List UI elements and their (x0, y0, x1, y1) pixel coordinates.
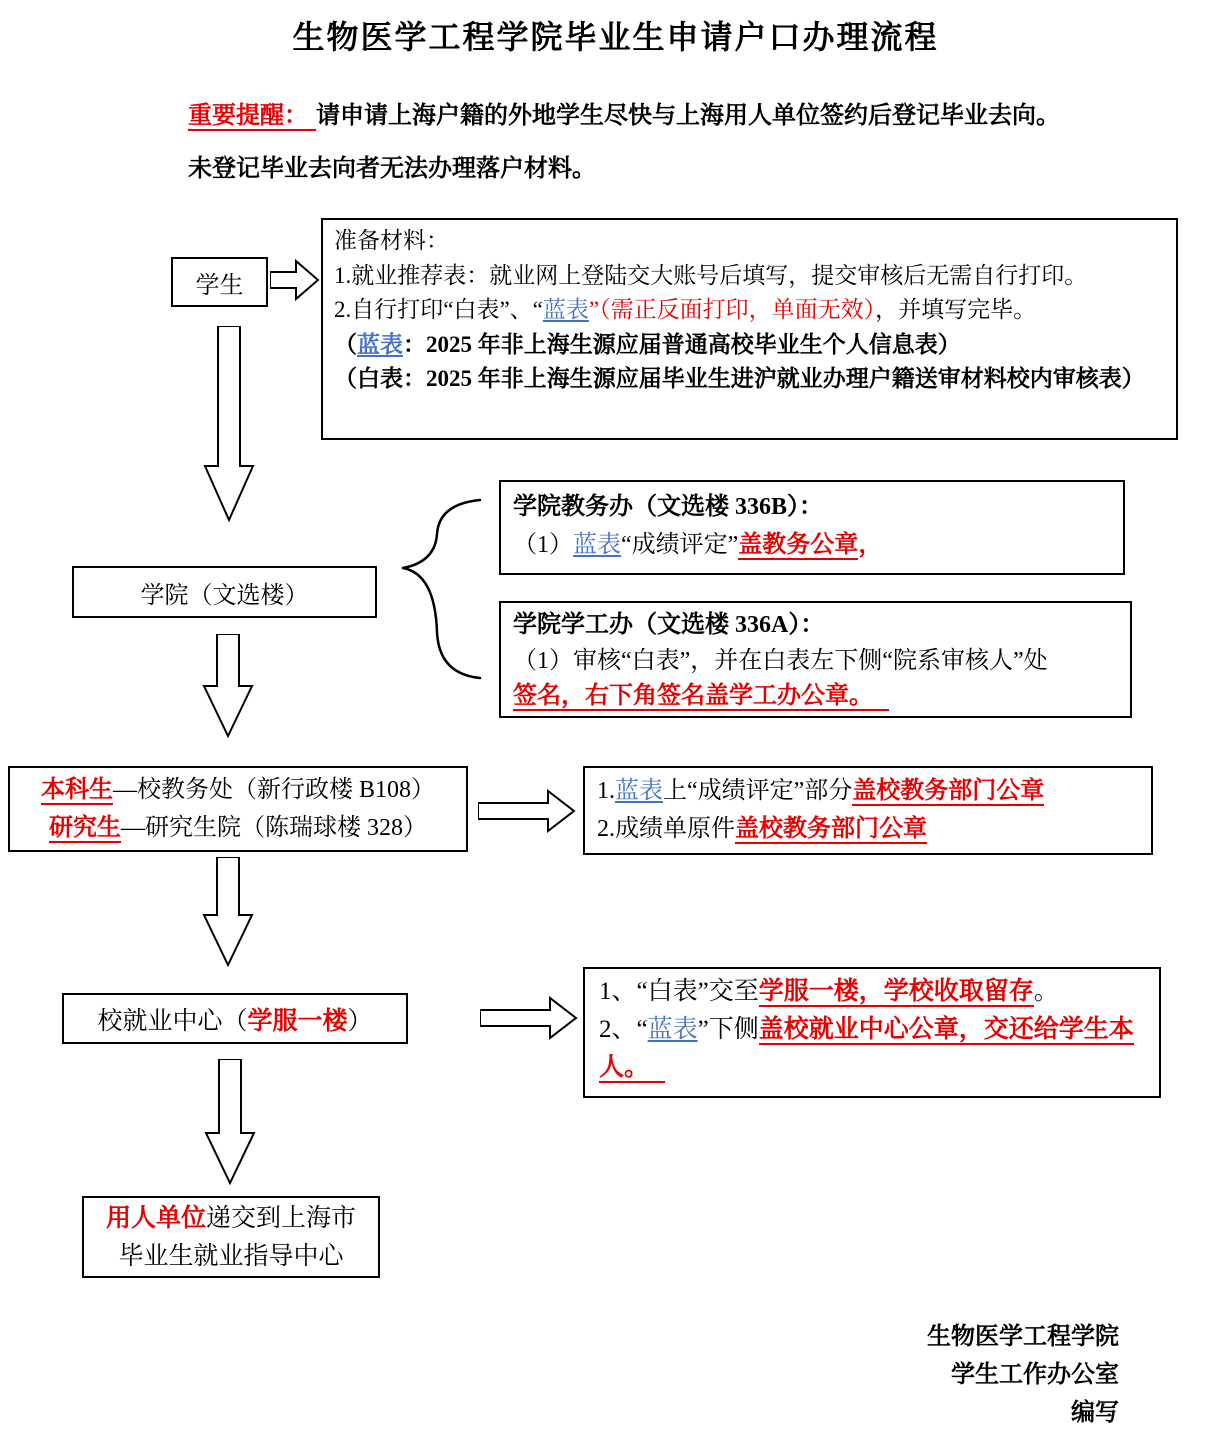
student-affairs-box (499, 601, 1132, 718)
node-student (171, 257, 268, 307)
materials-heading: 准备材料： (334, 228, 449, 253)
blue-form-link: 蓝表 (615, 778, 663, 804)
signature-line-2: 学生工作办公室 (951, 1362, 1119, 1388)
registrar-stamp-step-1: 1.蓝表上“成绩评定”部分盖校教务部门公章 (597, 778, 1045, 804)
employer-line-1: 用人单位递交到上海市 (105, 1205, 357, 1232)
signature-block (927, 1318, 1119, 1432)
career-stamp-box (583, 967, 1161, 1098)
career-stamp-step-1: 1、“白表”交至学服一楼，学校收取留存。 (599, 978, 1059, 1005)
career-center-box (62, 993, 408, 1044)
arrow-career-to-employer-icon (204, 1059, 256, 1185)
blue-form-link: 蓝表 (647, 1016, 698, 1043)
materials-item-1: 1.就业推荐表：就业网上登陆交大账号后填写，提交审核后无需自行打印。 (334, 262, 1088, 288)
white-form-definition: （白表：2025 年非上海生源应届毕业生进沪就业办理户籍送审材料校内审核表） (334, 366, 1145, 391)
arrow-student-to-materials-icon (270, 259, 320, 301)
student-affairs-step-2: 签名，右下角签名盖学工办公章。 (513, 679, 1118, 715)
arrow-registrar-to-stamps-icon (478, 789, 576, 833)
registrar-line-grad: 研究生—研究生院（陈瑞球楼 328） (49, 815, 427, 841)
signature-line-3: 编写 (1071, 1400, 1119, 1426)
academic-office-heading: 学院教务办（文选楼 336B）： (513, 494, 824, 520)
registrar-stamp-box (583, 766, 1153, 855)
important-notice (188, 90, 1082, 196)
node-student-label: 学生 (195, 272, 244, 299)
brace-connector-icon (395, 490, 495, 690)
employer-box (82, 1196, 380, 1278)
arrow-registrar-to-career-icon (202, 857, 254, 967)
student-affairs-step-1: （1）审核“白表”，并在白表左下侧“院系审核人”处 (513, 647, 1048, 674)
node-college (72, 566, 377, 618)
career-center-label: 校就业中心（学服一楼） (97, 1007, 373, 1035)
materials-item-2: 2.自行打印“白表”、“蓝表”（需正反面打印，单面无效），并填写完毕。 (334, 297, 1037, 322)
notice-label: 重要提醒： (188, 103, 316, 131)
blue-form-link: 蓝表 (573, 532, 621, 558)
career-stamp-step-2: 2、“蓝表”下侧盖校就业中心公章，交还给学生本人。 (599, 1016, 1134, 1081)
notice-body: 请申请上海户籍的外地学生尽快与上海用人单位签约后登记毕业去向。未登记毕业去向者无法办理落户材料。 (188, 103, 1060, 182)
student-affairs-heading: 学院学工办（文选楼 336A）： (513, 612, 825, 638)
materials-box (321, 218, 1178, 440)
page-title: 生物医学工程学院毕业生申请户口办理流程 (292, 19, 939, 55)
arrow-career-to-stamps-icon (480, 996, 578, 1040)
employer-line-2: 毕业生就业指导中心 (118, 1243, 344, 1270)
registrar-stamp-step-2: 2.成绩单原件盖校教务部门公章 (597, 816, 927, 842)
blue-form-link: 蓝表 (542, 297, 589, 322)
registrar-box (8, 766, 468, 852)
node-college-label: 学院（文选楼） (140, 582, 309, 609)
academic-office-step: （1）蓝表“成绩评定”盖教务公章， (513, 532, 883, 558)
academic-office-box (499, 480, 1125, 575)
registrar-line-undergrad: 本科生—校教务处（新行政楼 B108） (40, 777, 435, 803)
blue-form-definition: （蓝表：2025 年非上海生源应届普通高校毕业生个人信息表） (334, 331, 961, 357)
blue-form-link: 蓝表 (357, 331, 403, 357)
arrow-student-to-college-icon (203, 326, 255, 522)
arrow-college-to-registrar-icon (202, 634, 254, 738)
signature-line-1: 生物医学工程学院 (927, 1324, 1119, 1350)
